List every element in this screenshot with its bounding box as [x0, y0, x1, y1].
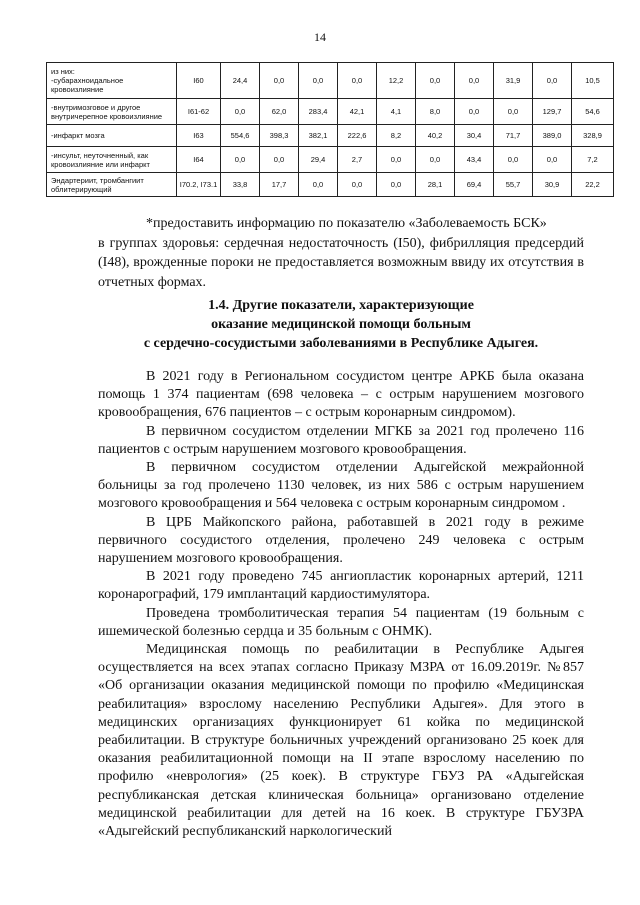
paragraph: В ЦРБ Майкопского района, работавшей в 2021 году в режиме первичного сосудистого отделения, пролечено 249 человека с острым нарушением мозгового кровообращения. — [98, 514, 584, 567]
table-cell: 0,0 — [533, 63, 572, 99]
table-cell: 0,0 — [338, 63, 377, 99]
table-cell: 8,2 — [377, 125, 416, 147]
row-code: I63 — [177, 125, 221, 147]
table-cell: 398,3 — [260, 125, 299, 147]
table-row — [47, 63, 614, 99]
table-cell: 33,8 — [221, 173, 260, 197]
table-cell: 71,7 — [494, 125, 533, 147]
table-cell: 31,9 — [494, 63, 533, 99]
table-cell: 43,4 — [455, 147, 494, 173]
body-text — [98, 368, 584, 841]
table-cell: 0,0 — [494, 147, 533, 173]
table-cell: 42,1 — [338, 99, 377, 125]
table-cell: 0,0 — [299, 63, 338, 99]
table-cell: 0,0 — [377, 173, 416, 197]
paragraph: В 2021 году проведено 745 ангиопластик коронарных артерий, 1211 коронарографий, 179 имплантаций кардиостимулятора. — [98, 569, 584, 603]
table-cell: 17,7 — [260, 173, 299, 197]
table-row — [47, 125, 614, 147]
section-title — [98, 296, 584, 353]
table-row — [47, 173, 614, 197]
table-cell: 0,0 — [377, 147, 416, 173]
section-title-line-3: с сердечно-сосудистыми заболеваниями в Республике Адыгея. — [143, 336, 539, 351]
table-cell: 0,0 — [533, 147, 572, 173]
row-code: I61-62 — [177, 99, 221, 125]
table-cell: 283,4 — [299, 99, 338, 125]
stats-table — [46, 62, 614, 197]
row-label: из них: -субарахноидальное кровоизлияние — [47, 63, 177, 99]
table-cell: 29,4 — [299, 147, 338, 173]
table-cell: 10,5 — [572, 63, 614, 99]
table-cell: 0,0 — [221, 147, 260, 173]
row-code: I60 — [177, 63, 221, 99]
row-label: -внутримозговое и другое внутричерепное кровоизлияние — [47, 99, 177, 125]
table-cell: 222,6 — [338, 125, 377, 147]
table-cell: 40,2 — [416, 125, 455, 147]
paragraph: В 2021 году в Региональном сосудистом центре АРКБ была оказана помощь 1 374 пациентам (698 человека – с острым нарушением мозгового кровообращения, 676 пациентов – с острым коронарным синдромом). — [98, 369, 584, 421]
table-cell: 0,0 — [260, 147, 299, 173]
row-code: I64 — [177, 147, 221, 173]
table-cell: 0,0 — [455, 63, 494, 99]
paragraph: В первичном сосудистом отделении МГКБ за 2021 год пролечено 116 пациентов с острым нарушением мозгового кровообращения. — [98, 423, 584, 457]
table-cell: 0,0 — [416, 63, 455, 99]
paragraph: Медицинская помощь по реабилитации в Республике Адыгея осуществляется на всех этапах согласно Приказу МЗРА от 16.09.2019г. №857 «Об организации оказания медицинской помощи по профилю «Медицинская реабилитация» взрослому населению Республики Адыгея». Для этого в медицинских организациях функционирует 61 койка по медицинской реабилитации. В структуре больничных учреждений организовано 25 коек для оказания реабилитационной помощи на II этапе взрослому населению по профилю «неврология» (25 коек). В структуре ГБУЗ РА «Адыгейская республиканская детская клиническая больница» организовано отделение медицинской реабилитации для детей на 16 коек. В структуре ГБУЗРА «Адыгейский республиканский наркологический — [98, 642, 584, 840]
row-label: -инсульт, неуточненный, как кровоизлияние или инфаркт — [47, 147, 177, 173]
section-title-line-1: 1.4. Другие показатели, характеризующие — [208, 298, 474, 313]
table-cell: 0,0 — [299, 173, 338, 197]
table-cell: 0,0 — [494, 99, 533, 125]
table-cell: 62,0 — [260, 99, 299, 125]
footnote-rest: в группах здоровья: сердечная недостаточность (I50), фибрилляция предсердий (I48), врожденные пороки не предоставляется возможным ввиду их отсутствия в отчетных формах. — [98, 235, 584, 290]
table-cell: 12,2 — [377, 63, 416, 99]
table-row — [47, 99, 614, 125]
footnote-line-1: *предоставить информацию по показателю «Заболеваемость БСК» — [146, 216, 547, 231]
footnote — [98, 214, 584, 292]
table-cell: 129,7 — [533, 99, 572, 125]
table-cell: 0,0 — [260, 63, 299, 99]
row-label: Эндартериит, тромбангиит облитерирующий — [47, 173, 177, 197]
table-cell: 69,4 — [455, 173, 494, 197]
paragraph: Проведена тромболитическая терапия 54 пациентам (19 больным с ишемической болезнью сердца и 35 больным с ОНМК). — [98, 605, 584, 639]
row-code: I70.2, I73.1 — [177, 173, 221, 197]
section-title-line-2: оказание медицинской помощи больным — [211, 317, 471, 332]
table-cell: 4,1 — [377, 99, 416, 125]
page-number: 14 — [314, 30, 326, 44]
table-cell: 2,7 — [338, 147, 377, 173]
table-cell: 382,1 — [299, 125, 338, 147]
table-cell: 24,4 — [221, 63, 260, 99]
table-cell: 0,0 — [338, 173, 377, 197]
table-cell: 0,0 — [221, 99, 260, 125]
table-cell: 0,0 — [455, 99, 494, 125]
table-cell: 8,0 — [416, 99, 455, 125]
table-cell: 30,4 — [455, 125, 494, 147]
table-row — [47, 147, 614, 173]
table-cell: 30,9 — [533, 173, 572, 197]
table-cell: 389,0 — [533, 125, 572, 147]
table-cell: 554,6 — [221, 125, 260, 147]
table-cell: 328,9 — [572, 125, 614, 147]
table-cell: 54,6 — [572, 99, 614, 125]
table-cell: 7,2 — [572, 147, 614, 173]
table-cell: 22,2 — [572, 173, 614, 197]
table-cell: 55,7 — [494, 173, 533, 197]
table-cell: 28,1 — [416, 173, 455, 197]
row-label: -инфаркт мозга — [47, 125, 177, 147]
paragraph: В первичном сосудистом отделении Адыгейской межрайонной больницы за год пролечено 1130 человек, из них 586 с острым нарушением мозгового кровообращения и 564 человека с острым коронарным синдромом . — [98, 460, 584, 512]
table-cell: 0,0 — [416, 147, 455, 173]
